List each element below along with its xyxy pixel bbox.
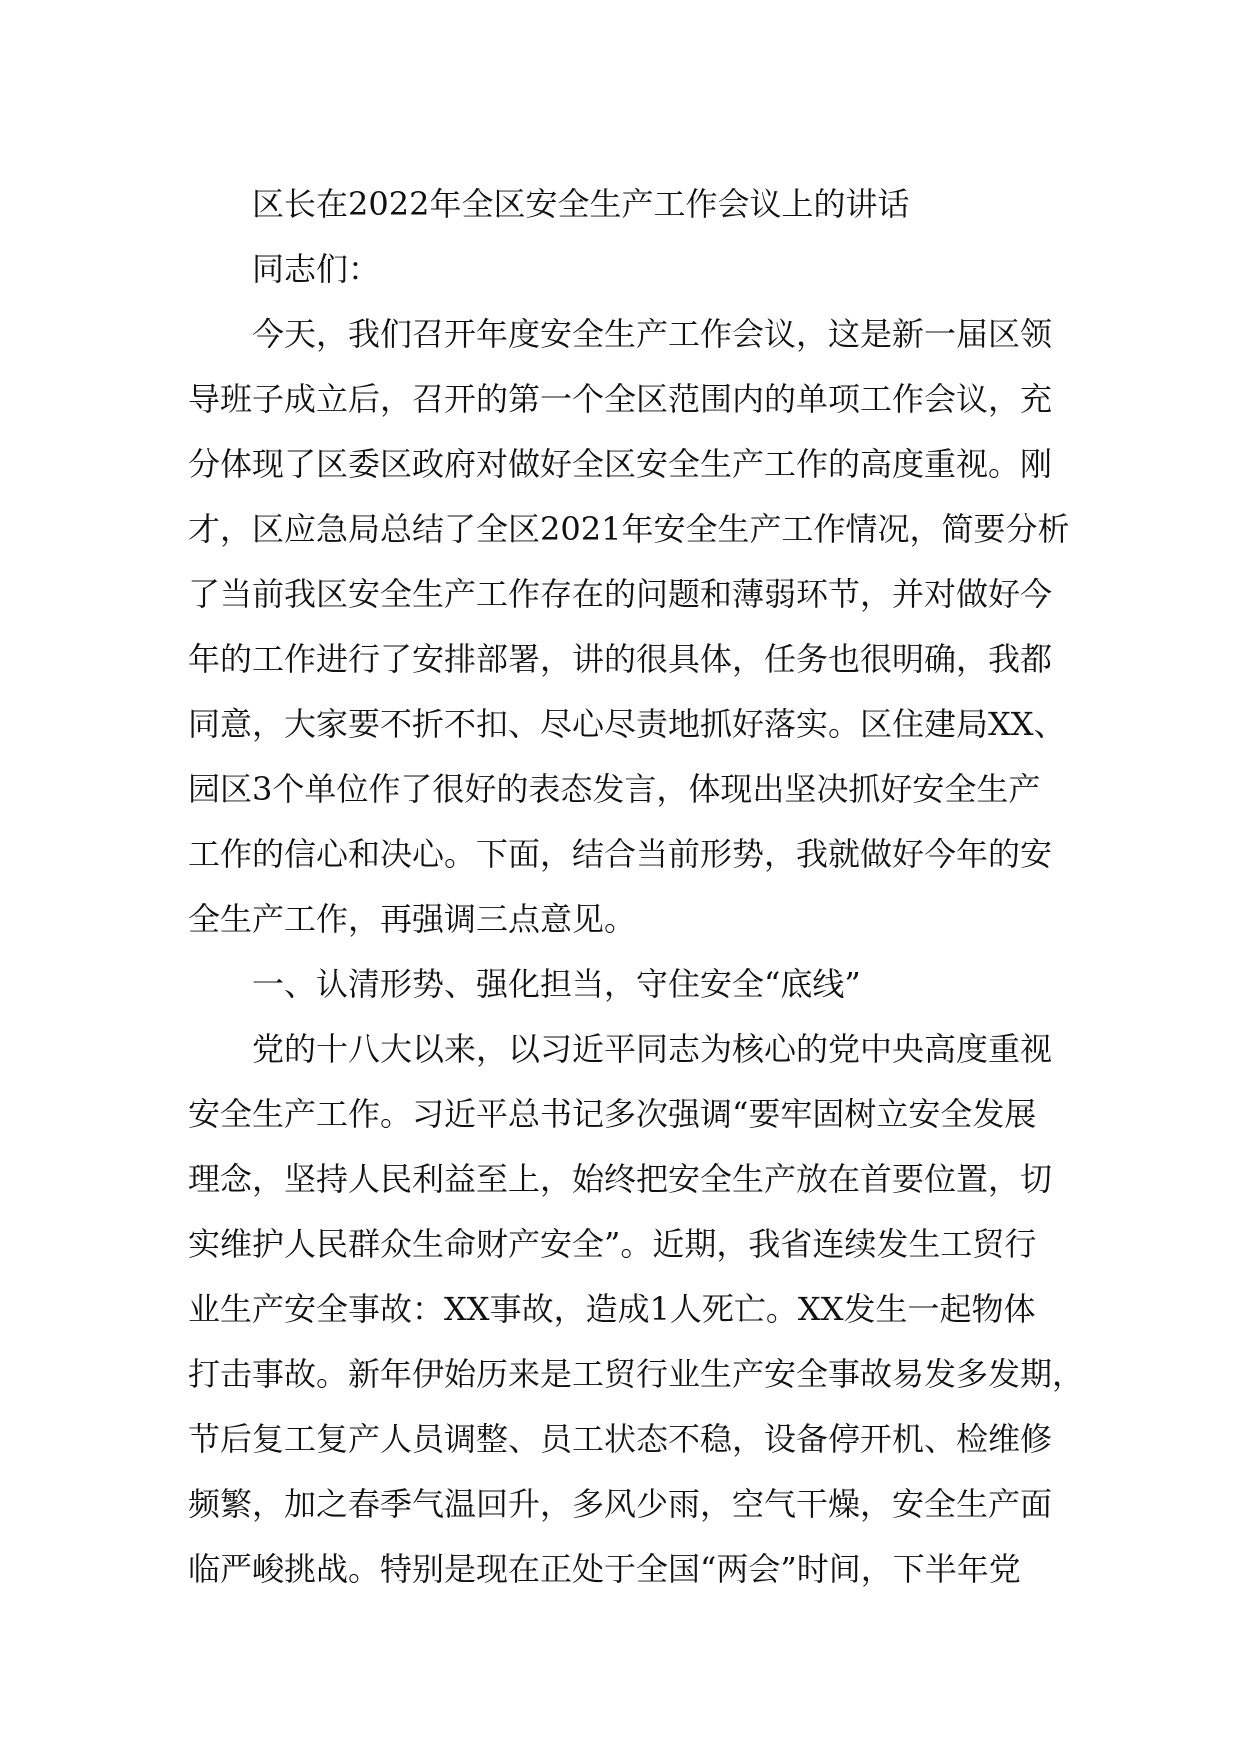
- paragraph-2-line-5: 业生产安全事故：XX事故，造成1人死亡。XX发生一起物体: [188, 1290, 1036, 1328]
- document-body: [188, 172, 1088, 1602]
- paragraph-1-line-1: 今天，我们召开年度安全生产工作会议，这是新一届区领: [252, 315, 1053, 353]
- section-heading-1: 一、认清形势、强化担当，守住安全“底线”: [252, 965, 861, 1003]
- paragraph-2-line-8: 频繁，加之春季气温回升，多风少雨，空气干燥，安全生产面: [188, 1485, 1053, 1523]
- paragraph-2-line-9: 临严峻挑战。特别是现在正处于全国“两会”时间，下半年党: [188, 1550, 1021, 1588]
- paragraph-2-line-7: 节后复工复产人员调整、员工状态不稳，设备停开机、检维修: [188, 1420, 1053, 1458]
- paragraph-1-line-4: 才，区应急局总结了全区2021年安全生产工作情况，简要分析: [188, 510, 1070, 548]
- paragraph-1-line-10: 全生产工作，再强调三点意见。: [188, 900, 637, 938]
- paragraph-1-line-7: 同意，大家要不折不扣、尽心尽责地抓好落实。区住建局XX、: [188, 705, 1066, 743]
- paragraph-1-line-2: 导班子成立后，召开的第一个全区范围内的单项工作会议，充: [188, 380, 1053, 418]
- paragraph-2-line-2: 安全生产工作。习近平总书记多次强调“要牢固树立安全发展: [188, 1095, 1037, 1133]
- paragraph-2-line-1: 党的十八大以来，以习近平同志为核心的党中央高度重视: [252, 1030, 1053, 1068]
- paragraph-1-line-3: 分体现了区委区政府对做好全区安全生产工作的高度重视。刚: [188, 445, 1053, 483]
- paragraph-1-line-5: 了当前我区安全生产工作存在的问题和薄弱环节，并对做好今: [188, 575, 1053, 613]
- paragraph-1-line-8: 园区3个单位作了很好的表态发言，体现出坚决抓好安全生产: [188, 770, 1041, 808]
- paragraph-1-line-6: 年的工作进行了安排部署，讲的很具体，任务也很明确，我都: [188, 640, 1053, 678]
- paragraph-2-line-4: 实维护人民群众生命财产安全”。近期，我省连续发生工贸行: [188, 1225, 1037, 1263]
- paragraph-2-line-6: 打击事故。新年伊始历来是工贸行业生产安全事故易发多发期，: [188, 1355, 1085, 1393]
- document-title: 区长在2022年全区安全生产工作会议上的讲话: [252, 185, 910, 223]
- paragraph-1-line-9: 工作的信心和决心。下面，结合当前形势，我就做好今年的安: [188, 835, 1053, 873]
- salutation: 同志们：: [252, 250, 381, 288]
- paragraph-2-line-3: 理念，坚持人民利益至上，始终把安全生产放在首要位置，切: [188, 1160, 1053, 1198]
